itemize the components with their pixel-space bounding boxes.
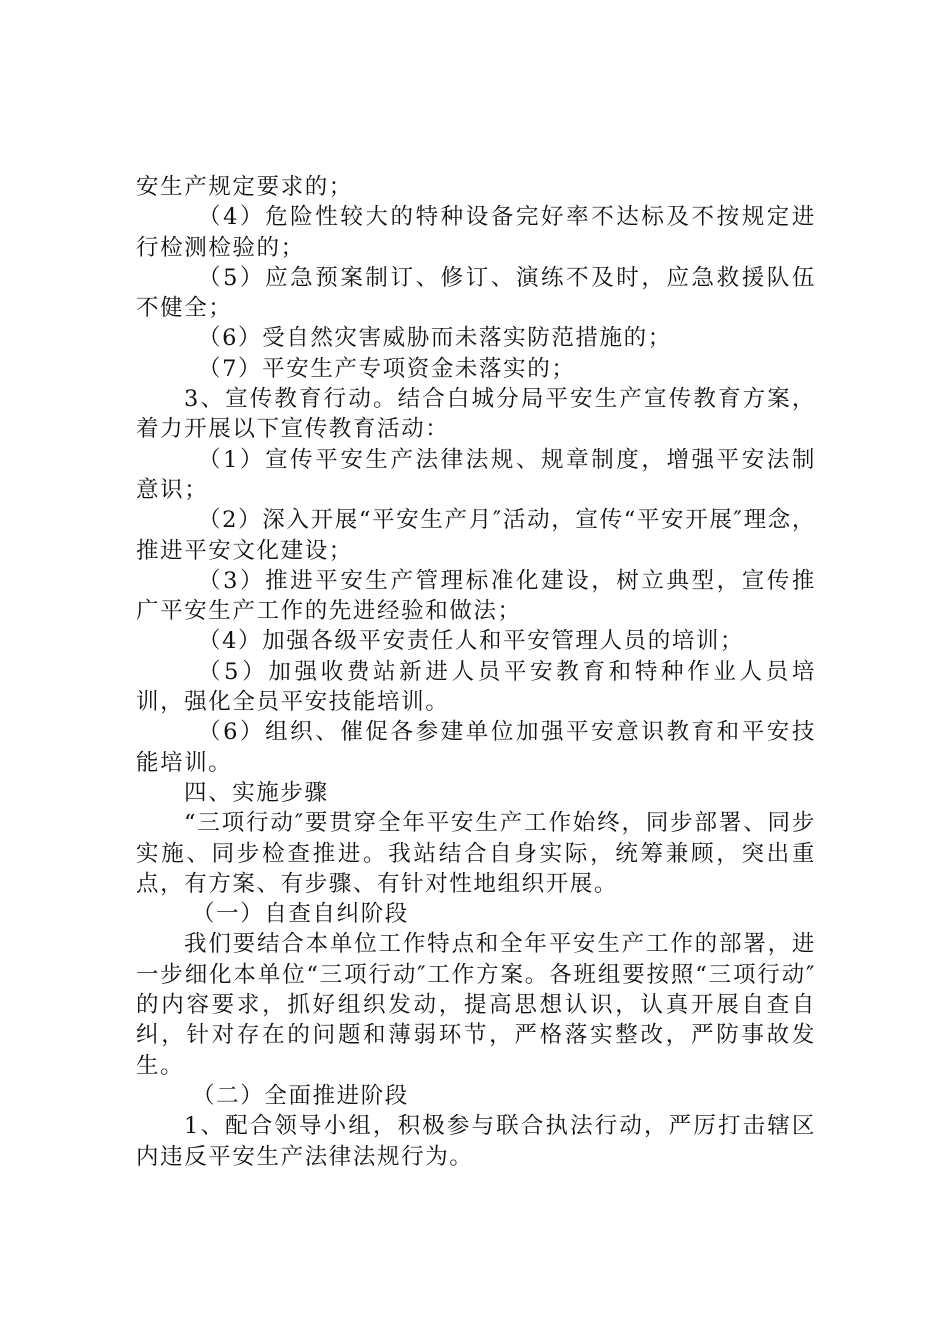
heading-self-inspection: （一）自查自纠阶段 xyxy=(192,901,409,928)
heading-full-advance: （二）全面推进阶段 xyxy=(192,1082,409,1109)
paragraph-section-3: 3、宣传教育行动。结合白城分局平安生产宣传教育方案，着力开展以下宣传教育活动： xyxy=(136,386,816,443)
heading-implementation-steps: 四、实施步骤 xyxy=(184,779,329,806)
document-body xyxy=(136,172,816,1172)
paragraph-publicity-5: （5）加强收费站新进人员平安教育和特种作业人员培训，强化全员平安技能培训。 xyxy=(136,658,816,716)
paragraph-item-6: （6）受自然灾害威胁而未落实防范措施的； xyxy=(198,325,672,352)
paragraph-publicity-6: （6）组织、催促各参建单位加强平安意识教育和平安技能培训。 xyxy=(136,719,816,776)
paragraph-publicity-2: （2）深入开展“平安生产月″活动，宣传“平安开展″理念，推进平安文化建设； xyxy=(136,507,816,564)
paragraph-publicity-4: （4）加强各级平安责任人和平安管理人员的培训； xyxy=(198,628,745,655)
paragraph-publicity-3: （3）推进平安生产管理标准化建设，树立典型，宣传推广平安生产工作的先进经验和做法； xyxy=(136,567,816,625)
paragraph-publicity-1: （1）宣传平安生产法律法规、规章制度，增强平安法制意识； xyxy=(136,446,816,503)
paragraph-full-advance-1: 1、配合领导小组，积极参与联合执法行动，严厉打击辖区内违反平安生产法律法规行为。 xyxy=(136,1113,816,1170)
paragraph-self-inspection: 我们要结合本单位工作特点和全年平安生产工作的部署，进一步细化本单位“三项行动″工作方案。各班组要按照“三项行动″的内容要求，抓好组织发动，提高思想认识，认真开展自查自纠，针对存在的问题和薄弱环节，严格落实整改，严防事故发生。 xyxy=(136,931,816,1079)
paragraph-item-5: （5）应急预案制订、修订、演练不及时，应急救援队伍不健全； xyxy=(136,264,816,322)
paragraph-continuation: 安生产规定要求的； xyxy=(136,174,353,200)
paragraph-item-4: （4）危险性较大的特种设备完好率不达标及不按规定进行检测检验的； xyxy=(136,204,816,261)
paragraph-item-7: （7）平安生产专项资金未落实的； xyxy=(198,355,576,382)
paragraph-implementation-intro: “三项行动″要贯穿全年平安生产工作始终，同步部署、同步实施、同步检查推进。我站结合自身实际，统筹兼顾，突出重点，有方案、有步骤、有针对性地组织开展。 xyxy=(136,810,816,897)
